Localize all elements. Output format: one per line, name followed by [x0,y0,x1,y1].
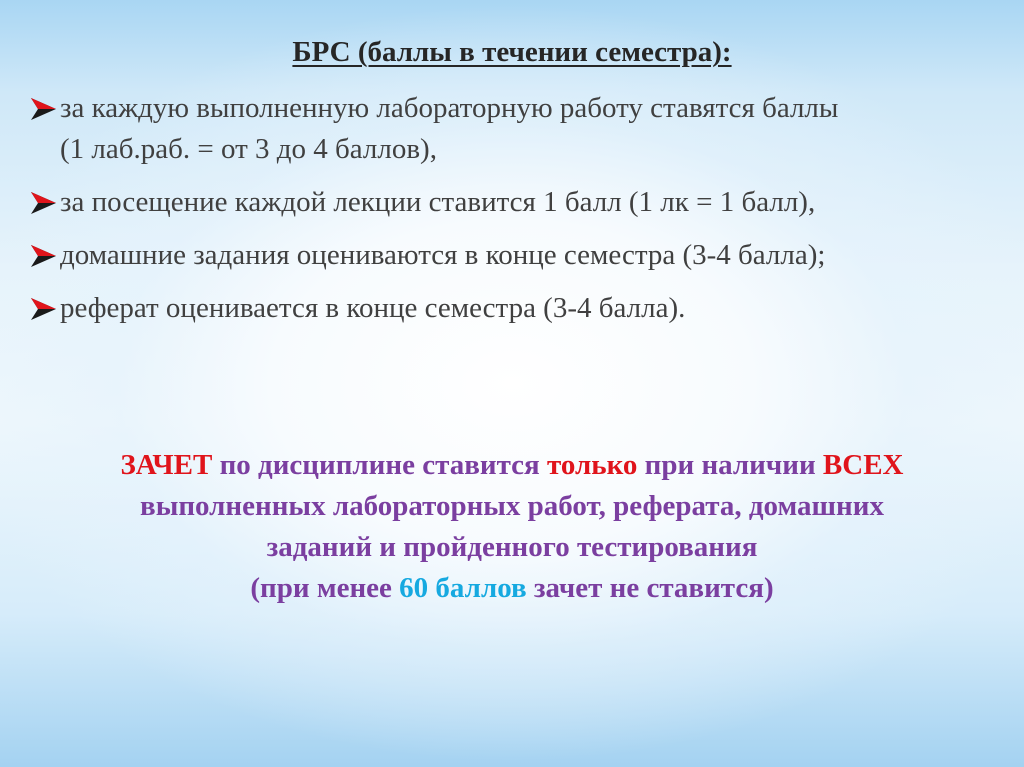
bullet-text: за каждую выполненную лабораторную работу ставятся баллы [60,92,839,124]
bullet-homework [30,235,990,276]
arrow-right-icon [30,97,58,121]
points-threshold: 60 баллов [399,572,527,604]
bullet-list [30,88,990,341]
note-line-4-start: (при менее [250,572,400,604]
credit-requirements-note [0,445,1024,609]
slide-title [0,36,1024,69]
arrow-right-icon [30,297,58,321]
bullet-text: за посещение каждой лекции ставится 1 балл (1 лк = 1 балл), [60,186,816,218]
bullet-lab-works [30,88,990,170]
note-line-3: заданий и пройденного тестирования [266,531,758,563]
zachet-word: ЗАЧЕТ [120,449,213,481]
bullet-text: домашние задания оцениваются в конце семестра (3-4 балла); [60,239,826,271]
note-line-4-end: зачет не ставится) [526,572,774,604]
slide-title-text: БРС (баллы в течении семестра): [292,36,732,68]
bullet-essay [30,288,990,329]
bullet-text: реферат оценивается в конце семестра (3-4 балла). [60,292,686,324]
arrow-right-icon [30,191,58,215]
note-text: по дисциплине ставится [212,449,547,481]
arrow-right-icon [30,244,58,268]
note-line-2: выполненных лабораторных работ, реферата, домашних [140,490,884,522]
all-word: ВСЕХ [822,449,904,481]
note-text: при наличии [637,449,823,481]
bullet-text-continuation: (1 лаб.раб. = от 3 до 4 баллов), [60,133,437,165]
only-word: только [546,449,638,481]
bullet-lectures [30,182,990,223]
